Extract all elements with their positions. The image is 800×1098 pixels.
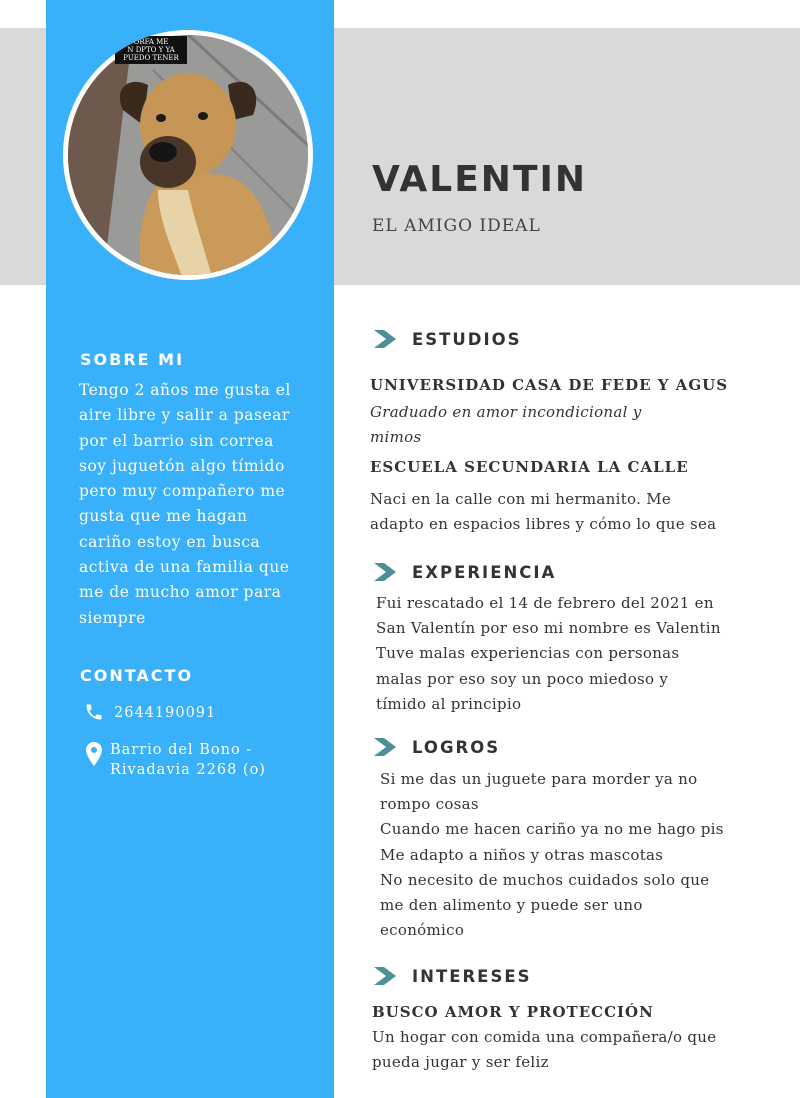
contact-heading: CONTACTO — [80, 666, 194, 685]
about-line: pero muy compañero me — [79, 482, 286, 501]
phone-number[interactable]: 2644190091 — [114, 705, 217, 721]
phone-icon — [84, 702, 106, 726]
section-intereses-header — [372, 965, 532, 987]
text-line: Naci en la calle con mi hermanito. Me — [370, 490, 672, 508]
chevron-right-icon — [372, 561, 398, 583]
text-line: Un hogar con comida una compañera/o que — [372, 1028, 717, 1046]
text-line: Si me das un juguete para morder ya no — [380, 770, 698, 788]
text-line: rompo cosas — [380, 795, 479, 814]
about-line: Tengo 2 años me gusta el — [79, 381, 291, 399]
text-line: Fui rescatado el 14 de febrero del 2021 en — [376, 594, 714, 612]
text-line: Cuando me hacen cariño ya no me hago pis — [380, 820, 724, 839]
text-line: San Valentín por eso mi nombre es Valentin — [376, 619, 721, 638]
profile-photo — [63, 30, 313, 280]
about-line: cariño estoy en busca — [79, 532, 261, 551]
text-line: malas por eso soy un poco miedoso y — [376, 669, 669, 688]
about-line: gusta que me hagan — [79, 507, 248, 526]
text-line: Tuve malas experiencias con personas — [376, 644, 680, 663]
text-line: me den alimento y puede ser uno — [380, 896, 643, 915]
contact-address — [84, 740, 266, 780]
address-line: Barrio del Bono - — [110, 742, 253, 758]
chevron-right-icon — [372, 965, 398, 987]
chevron-right-icon — [372, 328, 398, 350]
interest-item-title: BUSCO AMOR Y PROTECCIÓN — [372, 1003, 654, 1021]
study-item-title: UNIVERSIDAD CASA DE FEDE Y AGUS — [370, 376, 729, 394]
text-line: Graduado en amor incondicional y — [370, 403, 642, 421]
text-line: adapto en espacios libres y cómo lo que sea — [370, 515, 717, 534]
about-heading: SOBRE MI — [80, 350, 185, 369]
achievements-text — [380, 767, 724, 943]
section-title: EXPERIENCIA — [412, 562, 557, 582]
chevron-right-icon — [372, 736, 398, 758]
pet-subtitle: EL AMIGO IDEAL — [372, 216, 541, 236]
about-line: me de mucho amor para — [79, 583, 282, 602]
photo-caption-line: N DPTO Y YA — [127, 46, 175, 54]
study-item-text — [370, 400, 642, 450]
about-text — [79, 378, 314, 631]
photo-caption-line: PUEDO TENER — [123, 54, 179, 62]
text-line: económico — [380, 921, 465, 940]
text-line: No necesito de muchos cuidados solo que — [380, 870, 710, 889]
experience-text — [376, 591, 721, 717]
about-line: soy juguetón algo tímido — [79, 456, 285, 475]
section-title: ESTUDIOS — [412, 329, 522, 349]
section-title: LOGROS — [412, 737, 501, 757]
text-line: Me adapto a niños y otras mascotas — [380, 845, 664, 864]
section-title: INTERESES — [412, 966, 532, 986]
text-line: pueda jugar y ser feliz — [372, 1053, 549, 1072]
map-pin-icon — [84, 740, 106, 774]
text-line: mimos — [370, 428, 422, 447]
section-estudios-header — [372, 328, 522, 350]
text-line: tímido al principio — [376, 694, 522, 713]
about-line: siempre — [79, 608, 146, 627]
section-experiencia-header — [372, 561, 556, 583]
address-line: Rivadavia 2268 (o) — [110, 762, 266, 778]
address-text — [110, 740, 266, 780]
pet-name: VALENTIN — [372, 159, 588, 200]
contact-phone — [84, 702, 216, 726]
about-line: activa de una familia que — [79, 558, 290, 577]
dog-photo-illustration — [63, 30, 313, 280]
section-logros-header — [372, 736, 500, 758]
interest-text — [372, 1025, 716, 1075]
photo-caption-line: ORFA ME — [133, 38, 169, 46]
about-line: aire libre y salir a pasear — [79, 406, 290, 425]
study-item-text — [370, 487, 716, 537]
about-line: por el barrio sin correa — [79, 431, 274, 450]
photo-caption — [115, 36, 187, 64]
study-item-title: ESCUELA SECUNDARIA LA CALLE — [370, 458, 689, 476]
